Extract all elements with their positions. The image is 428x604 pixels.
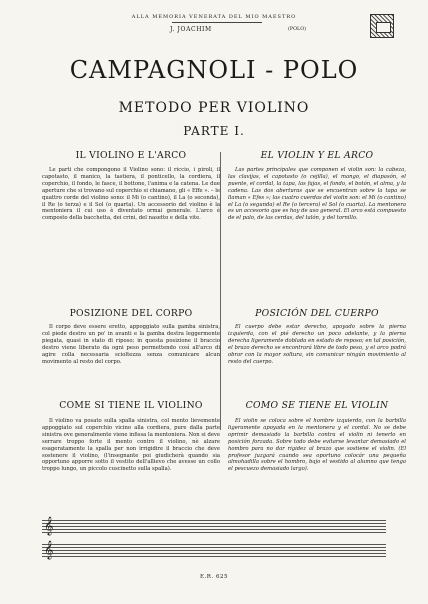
staff-lines xyxy=(42,540,386,559)
dedication: ALLA MEMORIA VENERATA DEL MIO MAESTRO xyxy=(131,14,297,20)
header-rule xyxy=(172,22,262,23)
section-heading: POSICIÓN DEL CUERPO xyxy=(255,308,379,319)
section-text: El cuerpo debe estar derecho, apoyado sobre la pierna izquierda, con el pié derecho un poco adelante, y la pierna derecha ligeramente doblada en estado de reposo; en tal posición, el brazo derecho se encontrará libre de todo peso, y el arco podrá obrar con la mayor soltura, sin comunicar ningún movimiento al resto del cuerpo. xyxy=(228,324,406,365)
treble-clef-icon: 𝄞 xyxy=(44,540,54,559)
page-title: CAMPAGNOLI - POLO xyxy=(69,56,359,84)
publisher-logo-icon xyxy=(370,14,394,38)
section-text: Le parti che compongono il Violino sono: il riccio, i piroli, il capotasto, il manico, la tastiera, il ponticello, la cordiera, il coperchio, il fondo, le fasce, il bottone, l'anima e la catena. Le due aperture che si trovano sul coperchio si chiamano, gli « Effe ». – le quattro corde del violino sono: il Mi (o cantino), il La (o seconda), il Re (o terza) e il Sol (o quarta). Un accessorio del violino è la mentoniera il cui uso è diventato ormai generale. L'arco è composto della bacchetta, dei crini, del nasetto e della vite. xyxy=(42,167,220,222)
section-heading: COMO SE TIENE EL VIOLIN xyxy=(245,400,389,411)
polo-note: (POLO) xyxy=(288,27,307,32)
section-text: Las partes principales que componen el violin son: la cabeza, las clavijas, el capotasto (o cejilla), el mango, el diapasón, el puente, el cordal, la tapa, las fajas, el fondo, el botón, el alma, y la cadena. Las dos aberturas que se encuentran sobre la tapa se llaman « Efes »; las cuatro cuerdas del violin son: el Mi (o cantino) el La (o segunda) el Re (o tercera) el Sol (o cuarta). La mentonera es un accesorio que es hoy de uso general. El arco está compuesto de el palo, de las cerdas, del talón, y del tornillo. xyxy=(228,167,406,222)
section-text: El violin se coloca sobre el hombre izquierdo, con la barbilla ligeramente apoyada en la mentonera y el cordal. No se debe oprimir demasiado la barbilla contra el violin ni tenerlo en posición forzada. Sobre todo debe evitarse levantar demasiado el hombro para no dar rigidez al brazo que sostiene el violin. (El profesor juzgará cuando sea oportuno colocár una pequeña almohadilla sobre el hombro, bajo el vestido al alumno que tenga el pescuezo demasiado largo). xyxy=(228,418,406,473)
section-heading: IL VIOLINO E L'ARCO xyxy=(75,150,187,161)
section-heading: POSIZIONE DEL CORPO xyxy=(69,308,193,319)
maestro-name: J. JOACHIM xyxy=(170,26,212,33)
section-text: Il corpo deve essere eretto, appoggiato sulla gamba sinistra, col piede destro un po' in avanti e la gamba destra leggermente piegata, quasi in stato di riposo; in questa posizione il braccio destro viene liberato da ogni peso permettendo così all'arco di agire colla necessaria scioltezza senza comunicare alcun movimento al resto del corpo. xyxy=(42,324,220,365)
section-text: Il violino va posato sulla spalla sinistra, col mento lievemente appoggiato sul coperchio vicino alla cordiera, pure dalla parte sinistra ove generalmente viene infissa la mentoniera. Non si deve serrare troppo forte il mento contro il violino, nè alzare esageratamente la spalla per non irrigidire il braccio che deve sostenere il violino, (l'insegnante poi giudicherà quando sia opportuno apporre sotto il vestito dell'allievo che avesse un collo troppo lungo, un piccolo cuscinetto sulla spalla). xyxy=(42,418,220,473)
page-subtitle: METODO PER VIOLINO xyxy=(118,100,310,116)
column-divider xyxy=(220,152,221,430)
treble-clef-icon: 𝄞 xyxy=(44,516,54,535)
page-footer: E.R. 625 xyxy=(200,574,228,580)
music-staff xyxy=(42,516,386,562)
staff-lines xyxy=(42,516,386,535)
part-heading: PARTE I. xyxy=(183,124,245,138)
section-heading: EL VIOLIN Y EL ARCO xyxy=(260,150,374,161)
section-heading: COME SI TIENE IL VIOLINO xyxy=(59,400,203,411)
